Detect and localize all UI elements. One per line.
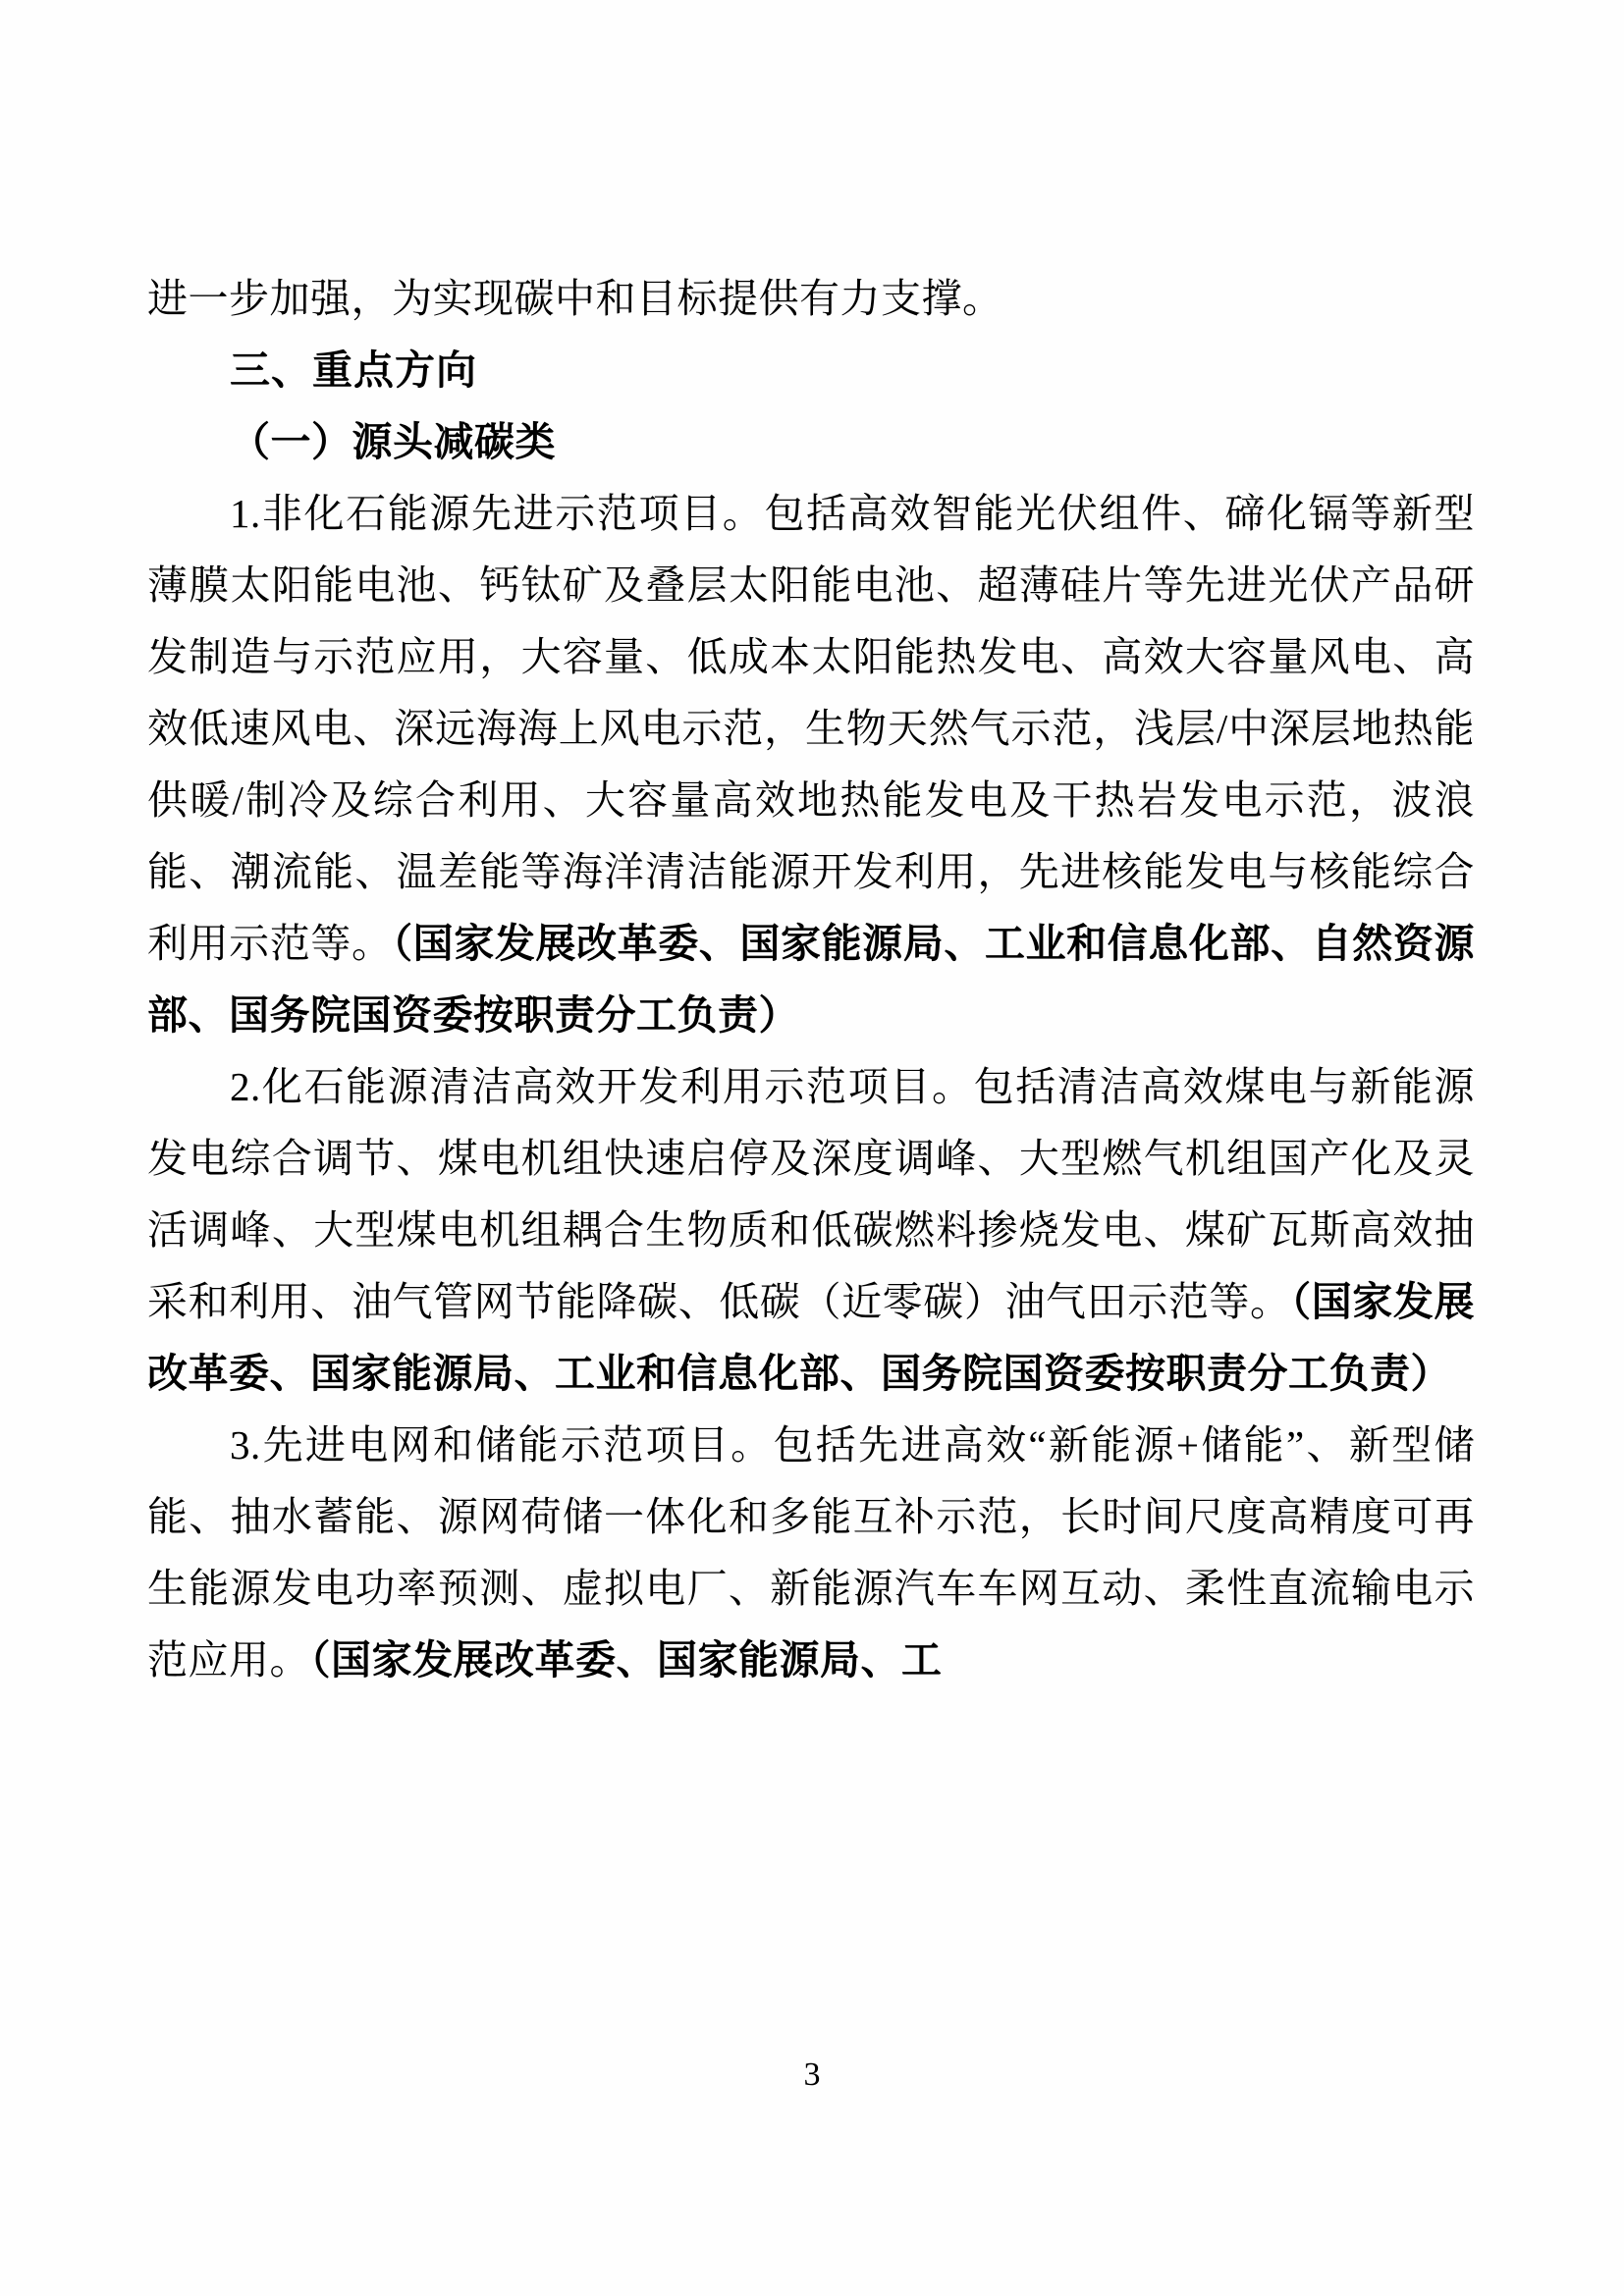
list-item-2 <box>147 1051 1475 1410</box>
item-3-agencies: （国家发展改革委、国家能源局、工 <box>310 1637 943 1682</box>
sub-heading: （一）源头减碳类 <box>230 419 556 464</box>
item-1-number: 1. <box>230 491 261 536</box>
list-item-3 <box>147 1410 1475 1696</box>
page-content <box>147 263 1475 1696</box>
item-2-number: 2. <box>230 1064 261 1109</box>
item-3-title: 先进电网和储能示范项目。 <box>260 1422 774 1468</box>
section-heading: 三、重点方向 <box>230 347 477 393</box>
item-2-title: 化石能源清洁高效开发利用示范项目。 <box>260 1064 974 1109</box>
item-1-body: 包括高效智能光伏组件、碲化镉等新型薄膜太阳能电池、钙钛矿及叠层太阳能电池、超薄硅片等先进光伏产品研发制造与示范应用，大容量、低成本太阳能热发电、高效大容量风电、高效低速风电、深远海海上风电示范，生物天然气示范，浅层/中深层地热能供暖/制冷及综合利用、大容量高效地热能发电及干热岩发电示范，波浪能、潮流能、温差能等海洋清洁能源开发利用，先进核能发电与核能综合利用示范等。 <box>147 491 1476 966</box>
item-2-agencies: （国家发展改革委、国家能源局、工业和信息化部、国务院国资委按职责分工负责） <box>147 1279 1475 1396</box>
item-3-number: 3. <box>230 1422 261 1468</box>
page-number: 3 <box>803 2056 821 2093</box>
item-2-body: 包括清洁高效煤电与新能源发电综合调节、煤电机组快速启停及深度调峰、大型燃气机组国产化及灵活调峰、大型煤电机组耦合生物质和低碳燃料掺烧发电、煤矿瓦斯高效抽采和利用、油气管网节能降碳、低碳（近零碳）油气田示范等。 <box>147 1064 1475 1324</box>
list-item-1 <box>147 478 1475 1051</box>
item-1-agencies: （国家发展改革委、国家能源局、工业和信息化部、自然资源部、国务院国资委按职责分工负责） <box>147 921 1475 1038</box>
continued-paragraph: 进一步加强，为实现碳中和目标提供有力支撑。 <box>147 276 1003 321</box>
item-1-title: 非化石能源先进示范项目。 <box>260 491 765 536</box>
item-3-body: 包括先进高效“新能源+储能”、新型储能、抽水蓄能、源网荷储一体化和多能互补示范，长时间尺度高精度可再生能源发电功率预测、虚拟电厂、新能源汽车车网互动、柔性直流输电示范应用。 <box>147 1422 1475 1682</box>
